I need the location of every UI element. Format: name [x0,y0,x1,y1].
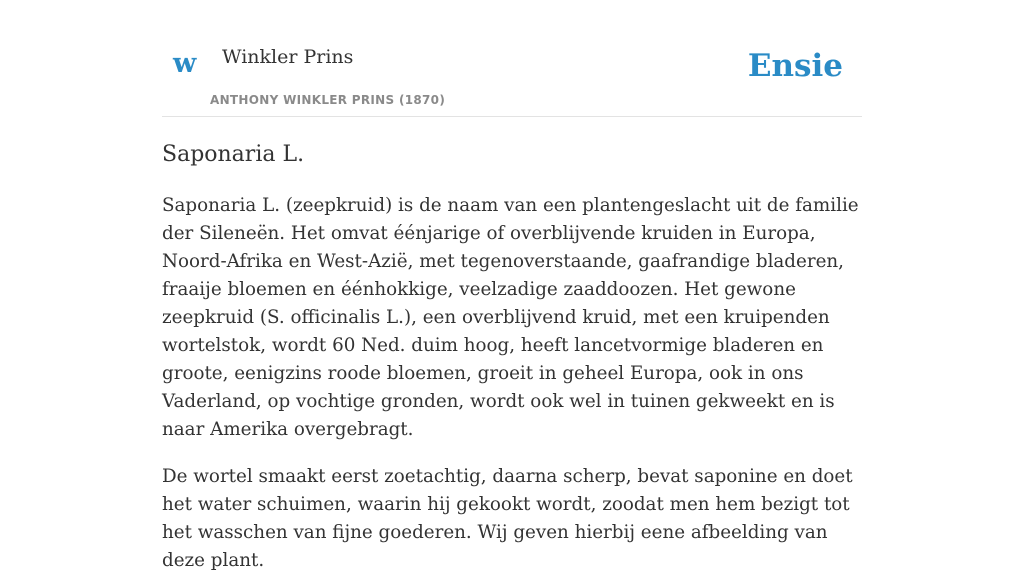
article [162,140,862,575]
source-title[interactable]: Winkler Prins [222,46,354,68]
article-paragraph-2: De wortel smaakt eerst zoetachtig, daarna scherp, bevat saponine en doet het water schuimen, waarin hij gekookt wordt, zoodat men hem bezigt tot het wasschen van fijne goederen. Wij geven hierbij eene afbeelding van deze plant. [162,466,853,571]
article-title: Saponaria L. [162,142,305,167]
source-subtitle: ANTHONY WINKLER PRINS (1870) [210,93,446,107]
ensie-logo-link[interactable]: Ensie [747,48,843,84]
source-header [162,0,862,117]
source-logo: w [173,48,197,79]
article-paragraph-1: Saponaria L. (zeepkruid) is de naam van een plantengeslacht uit de familie der Sileneën. Het omvat éénjarige of overblijvende kruiden in Europa, Noord-Afrika en West-Azië, met tegenoverstaande, gaafrandige bladeren, fraaije bloemen en éénhokkige, veelzadige zaaddoozen. Het gewone zeepkruid (S. officinalis L.), een overblijvend kruid, met een kruipenden wortelstok, wordt 60 Ned. duim hoog, heeft lancetvormige bladeren en groote, eenigzins roode bloemen, groeit in geheel Europa, ook in ons Vaderland, op vochtige gronden, wordt ook wel in tuinen gekweekt en is naar Amerika overgebragt. [162,195,859,440]
